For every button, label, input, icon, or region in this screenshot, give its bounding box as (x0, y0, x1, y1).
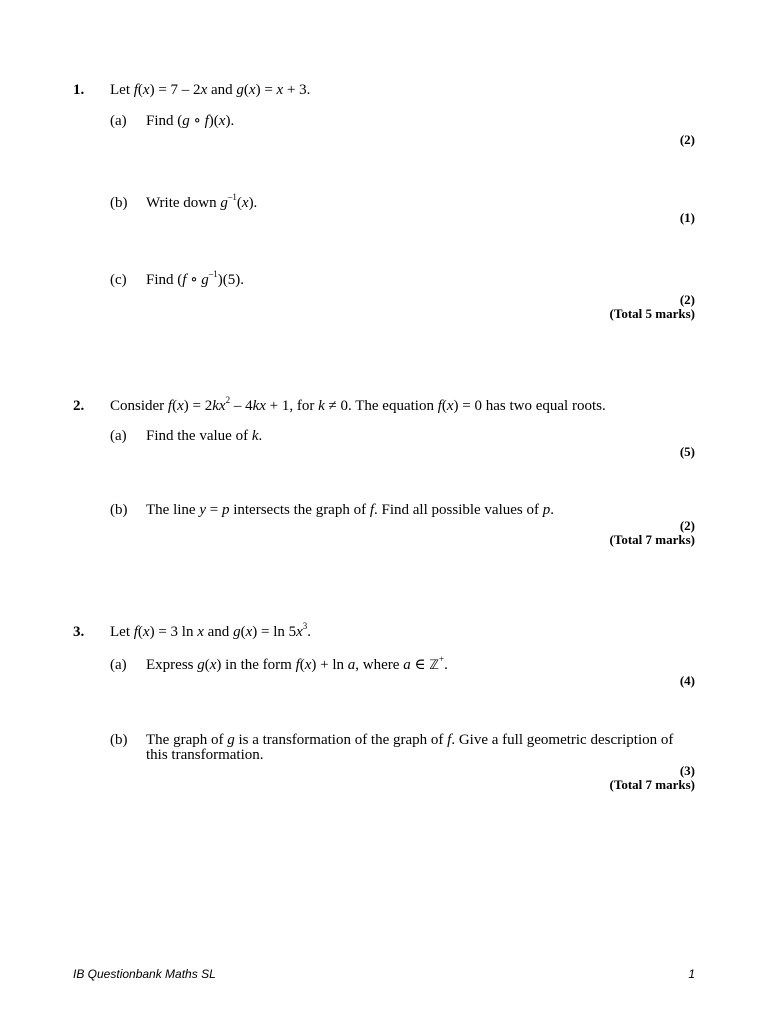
question-2-number: 2. (73, 398, 85, 414)
question-3-stem: Let f(x) = 3 ln x and $g(x) = \ln 5x^3$. (110, 621, 312, 640)
question-3a-marks: (4) (679, 673, 695, 688)
question-1b-marks: (1) (679, 210, 695, 225)
question-3b-text-line1: The graph of g is a transformation of the graph of f. Give a full geometric description of (146, 732, 674, 748)
question-2a-text: Find the value of k. (146, 428, 263, 444)
question-3b-label: (b) (110, 732, 128, 748)
question-3-number: 3. (73, 624, 85, 640)
question-1-stem: Let f(x) = 7 – 2x and g(x) = x + 3. (110, 82, 311, 98)
footer-source: IB Questionbank Maths SL (73, 967, 216, 981)
question-2a-marks: (5) (679, 444, 695, 459)
question-3b-marks: (3) (679, 763, 695, 778)
question-1c-marks: (2) (679, 292, 695, 307)
page-number: 1 (688, 967, 695, 981)
integers-symbol: ℤ (429, 658, 439, 673)
question-1a-text: Find (g ∘ f)(x). (146, 113, 235, 129)
question-3a-label: (a) (110, 657, 127, 673)
question-1b-text: Write down $g^{-1}(x)$. (146, 192, 258, 211)
question-1a-marks: (2) (679, 132, 695, 147)
question-2b-text: The line y = p intersects the graph of f. Find all possible values of p. (146, 502, 555, 518)
question-2b-marks: (2) (679, 518, 695, 533)
question-1-number: 1. (73, 82, 85, 98)
question-2-stem: Consider $f(x) = 2kx^2 - 4kx + 1$, for k ≠ 0. The equation f(x) = 0 has two equal roots. (110, 395, 606, 414)
question-3a-text: Express g(x) in the form f(x) + ln a, where a ∈ ℤ+. (146, 654, 448, 673)
question-3b-text-line2: this transformation. (146, 747, 264, 763)
question-1b-label: (b) (110, 195, 128, 211)
question-3-total-marks: (Total 7 marks) (609, 777, 695, 792)
question-2a-label: (a) (110, 428, 127, 444)
question-2-total-marks: (Total 7 marks) (609, 532, 695, 547)
question-1a-label: (a) (110, 113, 127, 129)
question-1c-text: Find (f ∘ $g^{-1})(5)$. (146, 269, 245, 288)
question-2b-label: (b) (110, 502, 128, 518)
question-1-total-marks: (Total 5 marks) (609, 306, 695, 321)
question-1c-label: (c) (110, 272, 127, 288)
